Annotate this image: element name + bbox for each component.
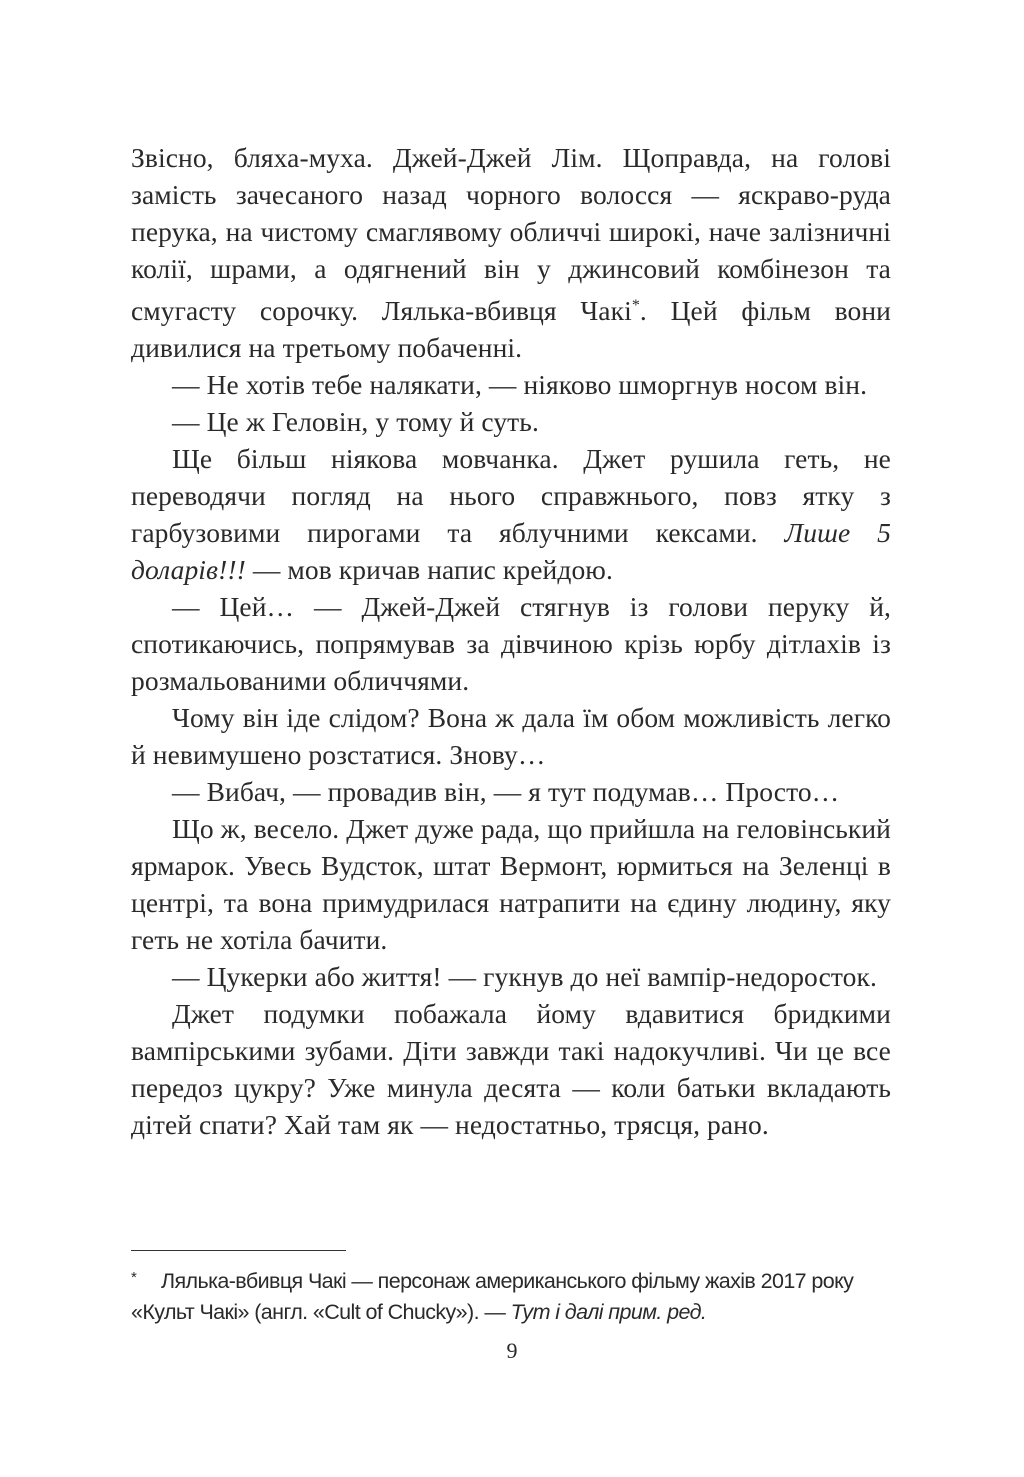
footnote-text-a: Лялька-вбивця Чакі — персонаж американського фільму жахів 2017 року [161,1269,854,1293]
paragraph-6: Чому він іде слідом? Вона ж дала їм обом можливість легко й невимушено розстатися. Знову… [131,702,891,771]
footnote-editor-note: Тут і далі прим. ред. [510,1300,707,1324]
footnote-divider [131,1250,346,1251]
footnote-reference-mark: * [631,297,640,314]
paragraph-2: — Не хотів тебе налякати, — ніяково шморгнув носом він. [172,369,868,401]
paragraph-4-text: Ще більш ніякова мовчанка. Джет рушила геть, не переводячи погляд на нього справжнього, повз ятку з гарбузовими пирогами та яблучними кексами. [131,443,891,549]
chalk-sign-text: Лише 5 доларів!!! [131,517,891,586]
paragraph-7: — Вибач, — провадив він, — я тут подумав… Просто… [172,776,840,808]
paragraph-9: — Цукерки або життя! — гукнув до неї вампір-недоросток. [172,961,877,993]
paragraph-1-text: Звісно, бляха-муха. Джей-Джей Лім. Щоправда, на голові замість зачесаного назад чорного волосся — яскраво-руда перука, на чистому смаглявому обличчі широкі, наче залізничні колії, шрами, а одягнений він у джинсовий комбінезон та смугасту сорочку. Лялька-вбивця Чакі [131,142,891,327]
footnote-mark: * [131,1269,137,1286]
paragraph-1-end: . Цей фільм вони дивилися на третьому побаченні. [131,295,891,364]
footnote-line [131,1262,891,1297]
paragraph-1 [131,139,891,366]
footnote [131,1262,891,1328]
page-number: 9 [506,1338,518,1363]
paragraph-8: Що ж, весело. Джет дуже рада, що прийшла на геловінський ярмарок. Увесь Вудсток, штат Вермонт, юрмиться на Зеленці в центрі, та вона примудрилася натрапити на єдину людину, яку геть не хотіла бачити. [131,813,891,956]
footnote-line-2 [131,1297,891,1328]
paragraph-4 [131,440,891,588]
paragraph-5: — Цей… — Джей-Джей стягнув із голови перуку й, спотикаючись, попрямував за дівчиною крізь юрбу дітлахів із розмальованими обличчями. [131,591,891,697]
paragraph-4-end: — мов кричав напис крейдою. [245,554,613,586]
paragraph-10: Джет подумки побажала йому вдавитися бридкими вампірськими зубами. Діти завжди такі надокучливі. Чи це все передоз цукру? Уже минула десята — коли батьки вкладають дітей спати? Хай там як — недостатньо, трясця, рано. [131,998,891,1141]
footnote-text-b: «Культ Чакі» (англ. «Cult of Chucky»). — [131,1300,511,1324]
paragraph-3: — Це ж Геловін, у тому й суть. [172,406,539,438]
main-text [131,139,891,1143]
